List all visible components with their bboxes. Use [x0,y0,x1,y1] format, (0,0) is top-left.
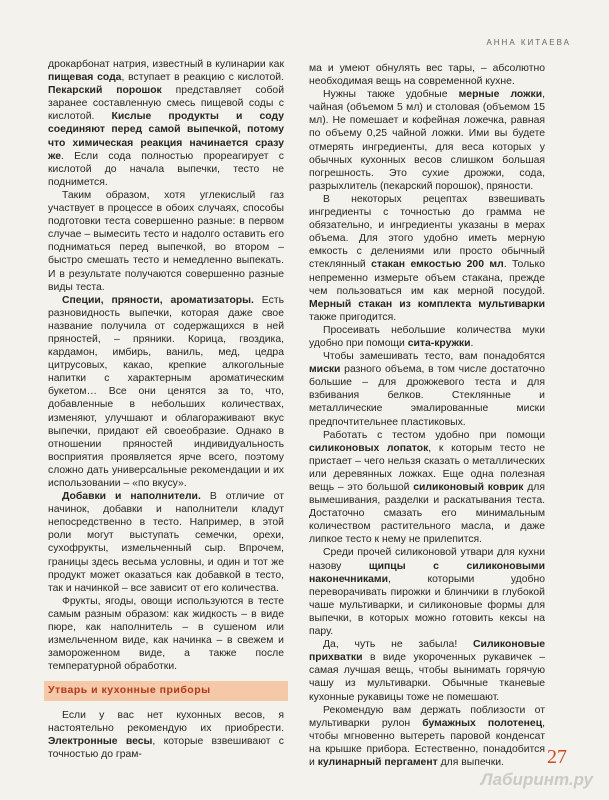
paragraph: Просеивать небольшие количества муки удобно при помощи сита-кружки. [309,324,545,349]
paragraph: ма и умеют обнулять вес тары, – абсолютно необходимая вещь на современной кухне. [309,63,545,88]
page-number: 27 [547,746,567,768]
paragraph: Работать с тестом удобно при помощи силиконовых лопаток, к которым тесто не пристает – чего нельзя сказать о металлических или деревянных ложках. Еще одна полезная вещь – это большой силиконовый коврик для вымешивания, разделки и раскатывания теста. Достаточно смазать его минимальным количеством растительного масла, и даже липкое тесто к нему не прилепится. [309,429,546,546]
paragraph: Фрукты, ягоды, овощи используются в тесте самым разным образом: как жидкость – в виде пюре, как наполнитель – в сушеном или измельченном виде, как начинка – в свежем и замороженном виде, а также после температурной обработки. [48,595,284,673]
paragraph: Рекомендую вам держать поблизости от мультиварки рулон бумажных полотенец, чтобы мгновенно вытереть паровой конденсат на крышке прибора. Естественно, понадобится и кулинарный пергамент для выпечки. [309,704,545,768]
section-heading: Утварь и кухонные приборы [44,681,288,700]
watermark-logo: Лабиринт.ру [480,770,593,789]
paragraph: дрокарбонат натрия, известный в кулинарии как пищевая сода, вступает в реакцию с кислотой. Пекарский порошок представляет собой заранее составленную смесь пищевой соды с кислотой. Кислые продукты и соду соединяют перед самой выпечкой, потому что химическая реакция начинается сразу же. Если сода полностью прореагирует с кислотой до начала выпечки, тесто не поднимется. [48,59,285,188]
paragraph: Среди прочей силиконовой утвари для кухни назову щипцы с силиконовыми наконечниками, которыми удобно переворачивать пирожки и блинчики в глубокой чаше мультиварки, и силиконовые формы для выпечки, в которых можно готовить кексы на пару. [309,547,545,638]
paragraph: Если у вас нет кухонных весов, я настоятельно рекомендую их приобрести. Электронные весы, которые взвешивают с точностью до грам- [48,709,284,760]
paragraph: Таким образом, хотя углекислый газ участвует в процессе в обоих случаях, способы подготовки теста совершенно разные: в первом случае – вымесить тесто и надолго оставить его подниматься перед выпечкой, во втором – быстро смешать тесто и немедленно выпекать. И в результате получаются совершенно разные виды теста. [48,189,284,293]
paragraph: Добавки и наполнители. В отличие от начинок, добавки и наполнители кладут непосредственно в тесто. Например, в этой роли могут выступать семечки, орехи, сухофрукты, измельченный сыр. Впрочем, границы здесь весьма условны, и один и тот же продукт может оказаться как добавкой в тесто, так и начинкой – все зависит от его количества. [48,491,284,594]
paragraph: Специи, пряности, ароматизаторы. Есть разновидность выпечки, которая даже свое название получила от содержащихся в ней пряностей, – пряники. Корица, гвоздика, кардамон, имбирь, ваниль, мед, цедра цитрусовых, какао, крепкие алкогольные напитки с характерным ароматическим букетом… Все они ценятся за то, что, добавленные в небольших количествах, изменяют, улучшают и облагораживают вкус выпечки, придают ей своеобразие. Однако в отношении пряностей индивидуальность восприятия проявляется ярче всего, поэтому сложно дать универсальные рекомендации и их использовании – «по вкусу». [48,294,284,489]
running-header-author: АННА КИТАЕВА [486,38,571,47]
paragraph: Нужны также удобные мерные ложки, чайная (объемом 5 мл) и столовая (объемом 15 мл). Не помешает и кофейная ложечка, равная по объему 0,25 чайной ложки. Ими вы будете отмерять ингредиенты, для веса которых у обычных кухонных весов слишком большая погрешность. Это сухие дрожжи, сода, разрыхлитель (пекарский порошок), пряности. [309,89,545,192]
paragraph: Да, чуть не забыла! Силиконовые прихватки в виде укороченных рукавичек – самая лучшая вещь, чтобы вынимать горячую чашу из мультиварки. Обычные тканевые кухонные рукавицы тоже не помешают. [309,639,545,703]
left-column [48,58,284,761]
right-column [309,62,545,769]
paragraph: В некоторых рецептах взвешивать ингредиенты с точностью до грамма не обязательно, и ингредиенты указаны в мерах объема. Для этого удобно иметь мерную емкость с делениями или просто обычный стеклянный стакан емкостью 200 мл. Только непременно измерьте объем стакана, прежде чем пользоваться им как мерной посудой. Мерный стакан из комплекта мультиварки также пригодится. [309,193,546,323]
paragraph: Чтобы замешивать тесто, вам понадобятся миски разного объема, в том числе достаточно большие – для дрожжевого теста и для взбивания белков. Стеклянные и металлические эмалированные миски предпочтительнее пластиковых. [309,351,545,428]
